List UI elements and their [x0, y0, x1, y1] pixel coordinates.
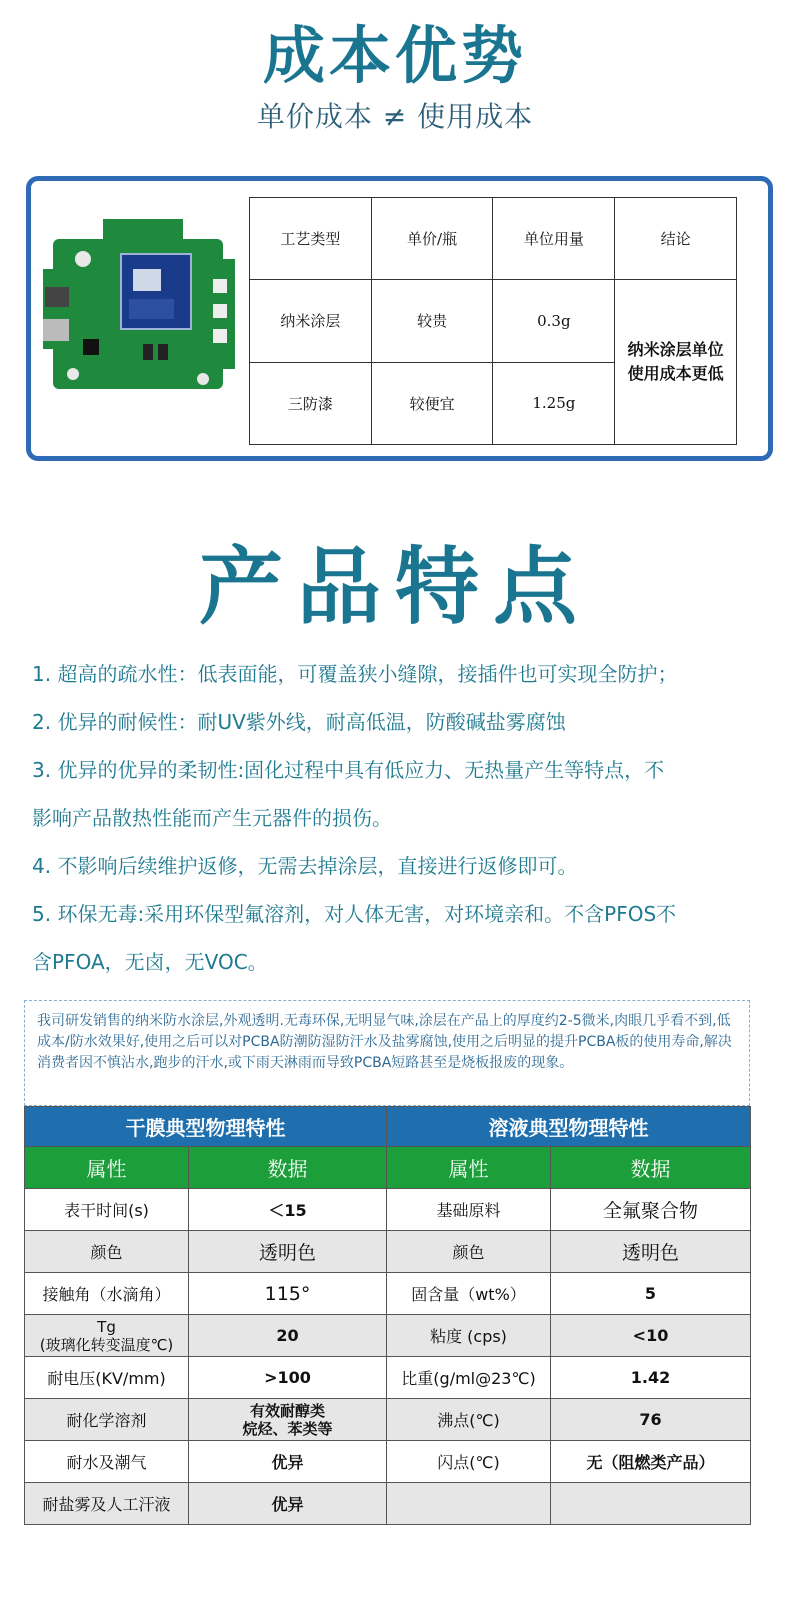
table-cell: 基础原料 [387, 1189, 551, 1231]
table-cell: 76 [551, 1399, 751, 1441]
table-cell: 颜色 [25, 1231, 189, 1273]
table-cell: 优异 [189, 1441, 387, 1483]
col-attribute: 属性 [25, 1147, 189, 1189]
header-unit-usage: 单位用量 [493, 198, 615, 280]
table-cell: 115° [189, 1273, 387, 1315]
table-cell: 20 [189, 1315, 387, 1357]
col-attribute: 属性 [387, 1147, 551, 1189]
cell-nano-usage: 0.3g [493, 280, 615, 362]
table-cell: 透明色 [551, 1231, 751, 1273]
conclusion-line-1: 纳米涂层单位 [627, 340, 724, 360]
table-cell: 5 [551, 1273, 751, 1315]
cost-advantage-subtitle: 单价成本 ≠ 使用成本 [256, 100, 534, 133]
table-cell: 闪点(℃) [387, 1441, 551, 1483]
col-data: 数据 [189, 1147, 387, 1189]
table-cell: ＜15 [189, 1189, 387, 1231]
col-data: 数据 [551, 1147, 751, 1189]
table-cell: 无（阻燃类产品） [551, 1441, 751, 1483]
cell-conformal-usage: 1.25g [493, 362, 615, 444]
table-cell: 全氟聚合物 [551, 1189, 751, 1231]
dry-film-properties-header: 干膜典型物理特性 [25, 1107, 387, 1147]
table-cell: 1.42 [551, 1357, 751, 1399]
header-process-type: 工艺类型 [250, 198, 372, 280]
conclusion-line-2: 使用成本更低 [627, 364, 724, 384]
table-cell: 粘度 (cps) [387, 1315, 551, 1357]
table-cell: 沸点(℃) [387, 1399, 551, 1441]
header-unit-price: 单价/瓶 [371, 198, 493, 280]
table-cell: 透明色 [189, 1231, 387, 1273]
cell-conformal-coating: 三防漆 [250, 362, 372, 444]
table-cell: 耐电压(KV/mm) [25, 1357, 189, 1399]
physical-properties-table [24, 1106, 751, 1525]
feature-line: 5. 环保无毒:采用环保型氟溶剂，对人体无害，对环境亲和。不含PFOS不 [32, 902, 677, 926]
product-description: 我司研发销售的纳米防水涂层,外观透明.无毒环保,无明显气味,涂层在产品上的厚度约2-5微米,肉眼几乎看不到,低成本/防水效果好,使用之后可以对PCBA防潮防湿防汗水及盐雾腐蚀,使用之后明显的提升PCBA板的使用寿命,解决消费者因不慎沾水,跑步的汗水,或下雨天淋雨而导致PCBA短路甚至是烧板报废的现象。 [24, 1000, 750, 1106]
cost-advantage-title: 成本优势 [262, 19, 527, 92]
cell-conclusion [615, 280, 737, 445]
table-cell: 表干时间(s) [25, 1189, 189, 1231]
feature-line: 影响产品散热性能而产生元器件的损伤。 [32, 806, 392, 830]
table-cell [551, 1483, 751, 1525]
feature-line: 4. 不影响后续维护返修，无需去掉涂层，直接进行返修即可。 [32, 854, 578, 878]
table-cell: >100 [189, 1357, 387, 1399]
pcb-board-image [43, 219, 238, 405]
table-cell: 优异 [189, 1483, 387, 1525]
table-cell: 耐水及潮气 [25, 1441, 189, 1483]
cost-comparison-table [249, 197, 737, 445]
table-cell: 颜色 [387, 1231, 551, 1273]
cell-nano-coating: 纳米涂层 [250, 280, 372, 362]
cell-nano-price: 较贵 [371, 280, 493, 362]
table-cell [387, 1483, 551, 1525]
feature-list [32, 650, 772, 986]
table-cell: 固含量（wt%） [387, 1273, 551, 1315]
feature-line: 3. 优异的优异的柔韧性:固化过程中具有低应力、无热量产生等特点，不 [32, 758, 665, 782]
table-cell: Tg (玻璃化转变温度℃) [25, 1315, 189, 1357]
feature-line: 1. 超高的疏水性：低表面能，可覆盖狭小缝隙，接插件也可实现全防护； [32, 662, 678, 686]
table-cell: 比重(g/ml@23℃) [387, 1357, 551, 1399]
table-cell: <10 [551, 1315, 751, 1357]
cell-conformal-price: 较便宜 [371, 362, 493, 444]
header-conclusion: 结论 [615, 198, 737, 280]
table-cell: 耐化学溶剂 [25, 1399, 189, 1441]
table-cell: 接触角（水滴角） [25, 1273, 189, 1315]
solution-properties-header: 溶液典型物理特性 [387, 1107, 751, 1147]
table-cell: 耐盐雾及人工汗液 [25, 1483, 189, 1525]
feature-line: 含PFOA，无卤，无VOC。 [32, 950, 268, 974]
table-cell: 有效耐醇类 烷烃、苯类等 [189, 1399, 387, 1441]
cost-comparison-panel [26, 176, 773, 461]
product-features-title: 产品特点 [198, 537, 591, 636]
feature-line: 2. 优异的耐候性：耐UV紫外线，耐高低温，防酸碱盐雾腐蚀 [32, 710, 566, 734]
